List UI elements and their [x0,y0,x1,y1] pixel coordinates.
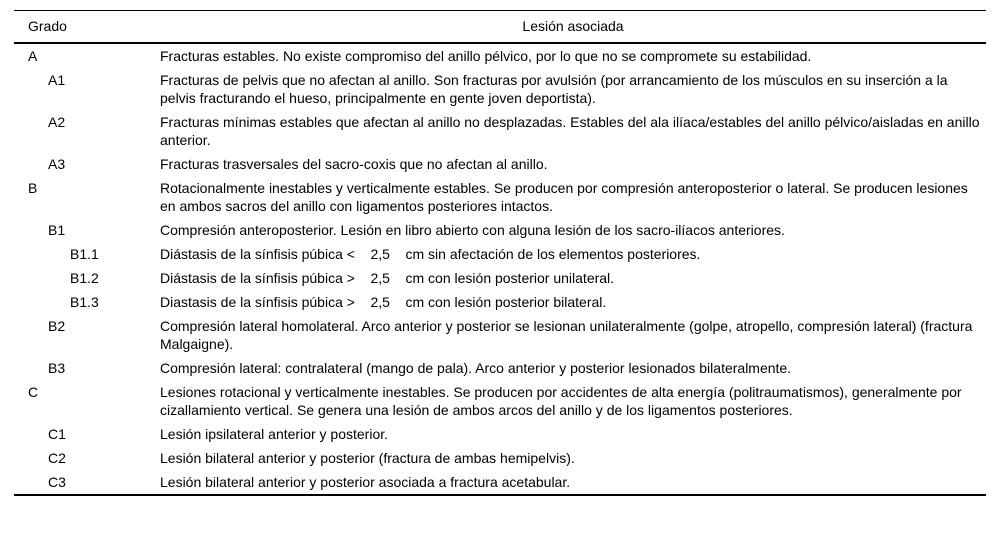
lesion-cell: Fracturas de pelvis que no afectan al anillo. Son fracturas por avulsión (por arrancamiento de los músculos en su inserción a la pelvis fracturando el hueso, principalmente en gente joven deportista). [160,72,952,106]
grade-cell: C2 [48,450,66,466]
lesion-cell: Compresión lateral: contralateral (mango de pala). Arco anterior y posterior lesionados bilateralmente. [160,360,792,376]
lesion-cell: Fracturas trasversales del sacro-coxis que no afectan al anillo. [160,156,548,172]
grade-cell: B3 [48,360,66,376]
table-row [14,68,986,110]
grade-cell: A2 [48,114,66,130]
column-header-lesion-asociada: Lesión asociada [160,11,986,44]
lesion-cell: Diastasis de la sínfisis púbica > 2,5 cm con lesión posterior bilateral. [160,294,607,310]
table-row [14,110,986,152]
grade-cell: B [28,180,38,196]
table-row [14,176,986,218]
grade-cell: C1 [48,426,66,442]
table-row [14,152,986,176]
table-row [14,446,986,470]
table-row [14,266,986,290]
column-header-grado: Grado [14,11,160,44]
grade-cell: B1 [48,222,66,238]
grade-cell: B1.2 [70,270,99,286]
table-header [14,11,986,44]
lesion-cell: Compresión anteroposterior. Lesión en libro abierto con alguna lesión de los sacro-ilíacos anteriores. [160,222,785,238]
grade-cell: B1.1 [70,246,99,262]
grade-cell: C [28,384,39,400]
classification-table [14,10,986,496]
lesion-cell: Fracturas estables. No existe compromiso del anillo pélvico, por lo que no se compromete su estabilidad. [160,48,812,64]
table-row [14,470,986,495]
table-row [14,218,986,242]
grade-cell: B1.3 [70,294,99,310]
grade-cell: C3 [48,474,66,490]
lesion-cell: Lesión ipsilateral anterior y posterior. [160,426,389,442]
table-row [14,290,986,314]
lesion-cell: Lesión bilateral anterior y posterior asociada a fractura acetabular. [160,474,571,490]
lesion-cell: Diástasis de la sínfisis púbica > 2,5 cm con lesión posterior unilateral. [160,270,615,286]
grade-cell: A3 [48,156,66,172]
table-row [14,43,986,68]
grade-cell: B2 [48,318,66,334]
lesion-cell: Fracturas mínimas estables que afectan al anillo no desplazadas. Estables del ala ilíaca/estables del anillo pélvico/aisladas en anillo anterior. [160,114,984,148]
table-row [14,380,986,422]
header-row [14,11,986,44]
table-row [14,422,986,446]
lesion-cell: Compresión lateral homolateral. Arco anterior y posterior se lesionan unilateralmente (golpe, atropello, compresión lateral) (fractura Malgaigne). [160,318,977,352]
lesion-cell: Rotacionalmente inestables y verticalmente estables. Se producen por compresión anteroposterior o lateral. Se producen lesiones en ambos sacros del anillo con ligamentos posteriores intactos. [160,180,972,214]
grade-cell: A [28,48,38,64]
table-row [14,242,986,266]
lesion-cell: Lesión bilateral anterior y posterior (fractura de ambas hemipelvis). [160,450,575,466]
table-row [14,314,986,356]
grade-cell: A1 [48,72,66,88]
table-body [14,43,986,495]
lesion-cell: Diástasis de la sínfisis púbica < 2,5 cm sin afectación de los elementos posteriores. [160,246,701,262]
lesion-cell: Lesiones rotacional y verticalmente inestables. Se producen por accidentes de alta energía (politraumatismos), generalmente por cizallamiento vertical. Se genera una lesión de ambos arcos del anillo y de los ligamentos posteriores. [160,384,966,418]
table-row [14,356,986,380]
